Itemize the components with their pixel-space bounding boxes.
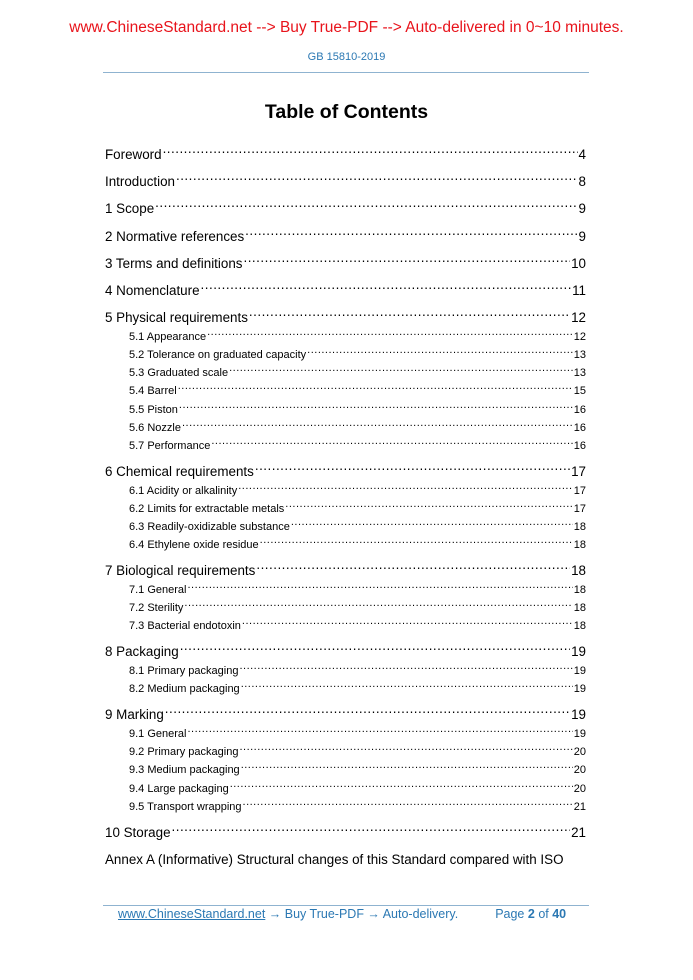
toc-entry-5-3[interactable]: 5.3 Graduated scale ..... 13: [129, 365, 586, 383]
toc-entry-packaging[interactable]: 8 Packaging ..... 19: [105, 641, 586, 663]
toc-entry-5-5[interactable]: 5.5 Piston ..... 16: [129, 402, 586, 420]
toc-entry-nomenclature[interactable]: 4 Nomenclature ..... 11: [105, 280, 586, 307]
toc-entry-6-1[interactable]: 6.1 Acidity or alkalinity ..... 17: [129, 483, 586, 501]
toc-entry-annex-a[interactable]: Annex A (Informative) Structural changes of this Standard compared with ISO: [105, 851, 564, 867]
toc-entry-scope[interactable]: 1 Scope ..... 9: [105, 198, 586, 225]
toc-entry-7-3[interactable]: 7.3 Bacterial endotoxin ..... 18: [129, 618, 586, 641]
page-label: Page: [495, 907, 525, 921]
toc-entry-9-5[interactable]: 9.5 Transport wrapping ..... 21: [129, 799, 586, 822]
toc-entry-terms-and-definitions[interactable]: 3 Terms and definitions ..... 10: [105, 253, 586, 280]
toc-entry-5-7[interactable]: 5.7 Performance ..... 16: [129, 438, 586, 461]
toc-entry-5-2[interactable]: 5.2 Tolerance on graduated capacity ..... 13: [129, 347, 586, 365]
standard-number: GB 15810-2019: [307, 51, 386, 63]
table-of-contents: [105, 144, 586, 870]
toc-title: Table of Contents: [264, 101, 429, 123]
toc-entry-5-4[interactable]: 5.4 Barrel ..... 15: [129, 383, 586, 401]
footer-link[interactable]: www.ChineseStandard.net: [118, 907, 266, 921]
toc-entry-chemical-requirements[interactable]: 6 Chemical requirements ..... 17: [105, 461, 586, 483]
footer-divider: [103, 905, 589, 906]
page-total: 40: [552, 907, 567, 921]
toc-entry-8-2[interactable]: 8.2 Medium packaging ..... 19: [129, 681, 586, 704]
toc-entry-6-3[interactable]: 6.3 Readily-oxidizable substance ..... 18: [129, 519, 586, 537]
header-divider: [103, 72, 589, 73]
toc-entry-biological-requirements[interactable]: 7 Biological requirements ..... 18: [105, 560, 586, 582]
toc-entry-6-2[interactable]: 6.2 Limits for extractable metals ..... 17: [129, 501, 586, 519]
page-footer: [118, 907, 566, 921]
toc-entry-normative-references[interactable]: 2 Normative references ..... 9: [105, 226, 586, 253]
toc-entry-7-2[interactable]: 7.2 Sterility ..... 18: [129, 600, 586, 618]
toc-entry-6-4[interactable]: 6.4 Ethylene oxide residue ..... 18: [129, 537, 586, 560]
page-current: 2: [527, 907, 535, 921]
toc-entry-7-1[interactable]: 7.1 General ..... 18: [129, 582, 586, 600]
toc-entry-introduction[interactable]: Introduction ..... 8: [105, 171, 586, 198]
header-banner[interactable]: www.ChineseStandard.net --> Buy True-PDF --> Auto-delivered in 0~10 minutes.: [69, 19, 624, 36]
toc-entry-foreword[interactable]: Foreword ..... 4: [105, 144, 586, 171]
toc-entry-9-2[interactable]: 9.2 Primary packaging ..... 20: [129, 744, 586, 762]
toc-entry-8-1[interactable]: 8.1 Primary packaging ..... 19: [129, 663, 586, 681]
toc-entry-5-1[interactable]: 5.1 Appearance ..... 12: [129, 329, 586, 347]
toc-entry-marking[interactable]: 9 Marking ..... 19: [105, 704, 586, 726]
toc-entry-9-1[interactable]: 9.1 General ..... 19: [129, 726, 586, 744]
toc-entry-5-6[interactable]: 5.6 Nozzle ..... 16: [129, 420, 586, 438]
toc-entry-physical-requirements[interactable]: 5 Physical requirements ..... 12: [105, 307, 586, 329]
toc-entry-9-4[interactable]: 9.4 Large packaging ..... 20: [129, 781, 586, 799]
toc-entry-storage[interactable]: 10 Storage ..... 21: [105, 822, 586, 849]
toc-entry-9-3[interactable]: 9.3 Medium packaging ..... 20: [129, 762, 586, 780]
footer-text: → Buy True-PDF → Auto-delivery.: [268, 907, 459, 921]
page-of: of: [538, 907, 549, 921]
